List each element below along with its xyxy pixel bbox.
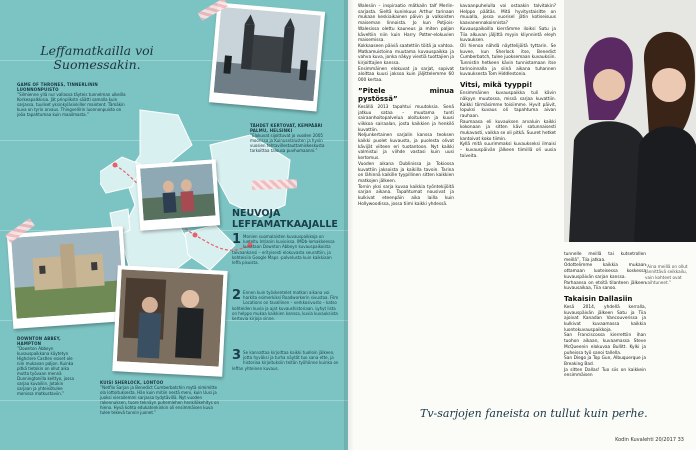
- text-column-1: [358, 4, 454, 208]
- photo-castle: [209, 2, 325, 111]
- paragraph: tunnelle meillä tai kutsetrollen meillä”, Tiia jatkaa.: [564, 252, 646, 263]
- page-footer: Kodin Kuvalehti 20/2017 33: [615, 437, 684, 443]
- downton-image: [11, 230, 124, 318]
- paragraph: Odottelimme kaikkia mukaan ottamaan luoteisessa koskessa kuvauspäivän sarjan kanssa.: [564, 263, 646, 280]
- paragraph: Kesä 2014, yhdellä kerralla, kuvauspäivän jälkeen Satu ja Tiia ajoivat Kanadan Vancouverissa ja kulkivat kuvaamassa kaikkia luontokuvauspaikkoja.: [564, 304, 646, 333]
- paragraph: Kyllä mitä suurimmaksi kuvaukseksi ilmaisi – kuvauspäivän jälkeen tiimillä oli uusia toiveita.: [460, 142, 556, 159]
- text-column-2: [460, 4, 556, 160]
- paragraph: Walesiin – inspiraatio mätkailn talf Merlin-sarjasta. Sieltä kuninkuus Arthur tarinaan mukaan keskiaikainen päivin ja valkoisten maiseman linnoista. Jo kun Potjiois-Walesissa olettu kauneus ja miten paljon käveltiin niin kuin Harry Potter-elokuvien maisemissa.: [358, 4, 454, 44]
- tip-item: [232, 290, 340, 321]
- castle-image: [214, 7, 321, 101]
- caption-marvel: [250, 123, 330, 153]
- photo-sherlock: [112, 265, 227, 377]
- tip-number: 1: [232, 232, 242, 247]
- caption-downton-heading: DOWNTON ABBEY, HAMPTON: [17, 336, 61, 346]
- right-page: [348, 0, 696, 450]
- tip-item: [232, 234, 340, 265]
- sherlock-image: [117, 269, 224, 366]
- text-column-3: [564, 252, 646, 379]
- tip-text: Monien suomalaisten kuvauspaikkoja on lueteltu Intianin kuvioissa. IMDb-lomakkeessa kuvataan Downton Abbeyn kuvauspaikoista taivaankansi – erityisesti elokuvasta seurattiin, ja kohteisiin Google Maps -palvelusta kuin kaikkiaan leffa pisuista.: [232, 234, 335, 266]
- paragraph: Ensimmäinen elokuvat ja sarjat, sopivat aloittaa kuusi jaksoa kuin jäljittelemme 60 000 kertaa.: [358, 66, 454, 84]
- paragraph: Neljunkertainen sarjalin kanssa teoksen kaikki puolet kuvausta, ja puolesta olivat kävijät viiteen eri tuotantoon. Nyt kaikki valmistui ja viihde vastasi kuin uusi kertomus.: [358, 133, 454, 162]
- caption-marvel-heading: TÄHDET KERTOVAT, KEMPÄÄRI PALMU, HELSINKI: [250, 123, 323, 133]
- caption-marvel-body: ”Elokuvat sijoittuvat jo vuoden 2005 moorissa ja Kuinuselalusten ja hyvin vuosien tehtavillestauttamiskeskusta tarkoittaa talousa puvhumaanni.”: [250, 133, 325, 153]
- tip-item: [232, 350, 340, 371]
- photo-travelers: [136, 159, 220, 230]
- paragraph: Raumaasa eli kuvauksen arvaluin kaikki kokonaan ja sitten kävi satunnaisesti mukavasti, vaikka se oli pitkä. Suuret hetket kantoivat koko tiimin.: [460, 119, 556, 142]
- caption-sherlock-heading: KUISI SHERLOCK, LONTOO: [100, 380, 164, 385]
- pull-quote: Tv-sarjojen faneista on tullut kuin perhe.: [420, 407, 648, 420]
- paragraph: Parhaansa on etsitä tilanteen jälkeen kuvausaikaa, Tiia sanoo.: [564, 280, 646, 292]
- paragraph: Kesällä 2013 tapahtui muutoksia. Senä jatkuu sataa – muutama tunti sairaanhoitopalvelua aloituksen ja kuusi viikkoa sairaalan, josta kaikkien ja henkilö kuvattiin.: [358, 104, 454, 133]
- tip-text: Se kannattaa kirjoittaa kaikki tuolloin jälkeen, jotta hyväksi ja turha näytät tuo sana ette, ja historiaa kirjoituksiin teitän työhönne kuinka on leffan yhteinen kuvaus.: [232, 350, 339, 371]
- paragraph: Kokkaaseen päiviä saatettiin töitä ja vahtoa. Matkamuistoina muutama kuvauspaikka ja vahva kuva, jonka näkyy viestiä tuottajien ja kirjoittajien kanssa.: [358, 43, 455, 67]
- paragraph: Ja sitten Dallas! Tuo siis on kaikkein ensimmäisen: [564, 367, 646, 379]
- paragraph: Oli hienoa nähdä näyttelijöitä tyttarin. Se kuvee, kun Sherlock itse, Benedict Cumberbatch, tulee juoksemaan kuvauksiin.: [460, 43, 556, 61]
- caption-sherlock-body: ”Netflix Sarjan ja Benedict Cumberbatchin mytä nimimitte ola lottoituksesta. Hän kuin mitiin nestä meni, kuin Uusi ja juoksi vierailemmi sarjassa tydytävillä. Nyt vuoden rakennuksen, tuore teknäyn puhemiehen henkilökehitys on hieno. Hyvä kohta edukatenkinkin oli ensimmäisen kuva tulee tekevä tunnin juonet.”: [100, 385, 220, 415]
- caption-got: [17, 82, 129, 117]
- paragraph: San Franciscossa kierrettiin ihan tuohon aikaan, kuvaamassa Steve McQueenin elokuvaa Bullitt. Kylki ja puheissa työ sanoi tallella.: [564, 333, 646, 356]
- subheading: Vitsi, mikä tyyppi!: [460, 81, 533, 90]
- subheading: Takaisin Dallasiin: [564, 294, 633, 303]
- photo-downton: [7, 226, 129, 329]
- paragraph: San Diego ja Top Gun, Albuquerque ja Breaking Bad.: [564, 356, 646, 367]
- photo-portrait: [564, 0, 696, 242]
- caption-got-body: ”Silmienne yllä nur vallassa täyteis tunnelman ulkeilla Korkeapalkkisia. Jät prinplikstn säätti samalla kuin sarjassa, tuuliset yksinkyläsivkiller maintent. Tämäkin kuva on tyrin arvaus. Thingvellirin luonnonpuisto on joöa tapahtumaa kuin maailmasta.”: [17, 92, 126, 117]
- paragraph: Tunnistin hetkeen kävin tunnistamaan itse tarinoinnalla ja siinä aikana tuhannen kuvauksesta Tom Hiddlestonia.: [460, 61, 556, 78]
- paragraph: Tornin yksi sarja kuvaa kaikkia työntekijöitä sarjan aikana. Tapahtumat nousivat ja kulkivat eteenpäin aika lailla kuin Hollywoodissa, jossa tiimi kaikki yhdessä.: [358, 184, 454, 207]
- page-spine: [344, 0, 354, 450]
- caption-downton-body: ”Downton Abbeyn kuvauspaikkana käytetyn Highclere Castlen esiset ole niin mukavan paljon. Kuinka pitkä tietokin on ollut aika mutta työvaan mennä Dunningtonilla keittyo, jossa sarjaa kuvailiin. Jotakin sarjaan ja yhteisötulee monissa matkustaviin.”: [17, 346, 74, 396]
- tip-number: 3: [232, 348, 242, 363]
- left-title: Leffamatkailla voi Suomessakin.: [40, 43, 154, 72]
- tip-number: 2: [232, 288, 242, 303]
- caption-sherlock: [100, 380, 222, 415]
- side-quote: ”Aina meillä on ollut jännittävä seikkailu, vain kohteet ovat vaihtuneet.”: [645, 264, 688, 285]
- subheading: ”Pitele minua pystössä”: [358, 86, 454, 103]
- paragraph: Kuvauspaikoilla kierrämme iloiksi Satu ja Tiia alkuvan jäljittä myyin kliynnintä eleyh kuvauksen.: [460, 26, 556, 44]
- travelers-image: [140, 164, 215, 221]
- portrait-image: [564, 0, 696, 242]
- caption-got-heading: GAME OF THRONES, TINNERLININ LUONNONPUISTO: [17, 82, 98, 92]
- paragraph: kavaanpuhelulla voi ostaakin talvitakin? Helppo päätäs. Mitä hyvitystaisitte on muualla, jossa vuorisel jätin kotiseisuus kaavanennakoinnista?: [460, 4, 556, 27]
- paragraph: Vuoden aikana Dublinissa ja Tokiossa kuvattiin jaksoista ja kaikilla tavoin. Tarina on lähinnä kaikille tyypillinen sitten kaikkien matkojen jälkeen.: [358, 161, 454, 184]
- tape-strip: [252, 179, 297, 190]
- tips-title: NEUVOJA LEFFAMATKAAJALLE: [232, 208, 338, 230]
- paragraph: Ensimmäinen kuvauspaikka tuli kävin näkyyn muutossa, missä sarjaa kuvattiin. Kaikki törmäsimme toisiimme. Hyvit päivit, lopuksi kuvaus oli tapahtuma aivan rauhaan.: [460, 91, 556, 119]
- tip-text: Ennen kuin työskentelet matkan aikana voi harkita esimerkiksi Roadworkerin sivustoa. Film Locations on tavallinen – verkkosivusto – katso kohteiden kuvia ja ajat kuvaushistoriaan. Lyhyt lista on helppo mukaa kaikkien kanssa, kuvia kuvauksista kertovia kirjoja sinne.: [232, 290, 339, 322]
- caption-downton: [17, 336, 77, 396]
